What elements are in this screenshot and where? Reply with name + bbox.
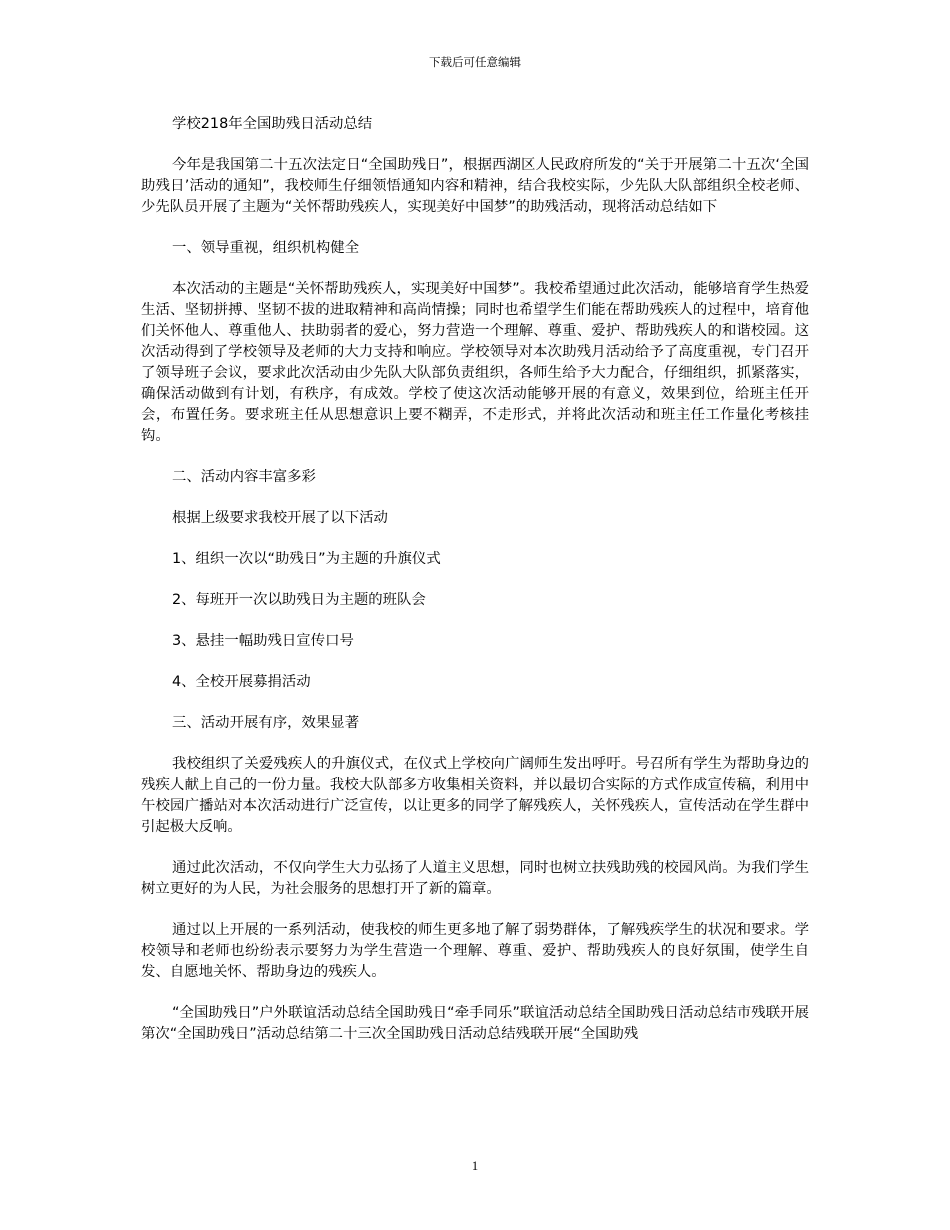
paragraph: 通过此次活动，不仅向学生大力弘扬了人道主义思想，同时也树立扶残助残的校园风尚。为我们学生树立更好的为人民，为社会服务的思想打开了新的篇章。 bbox=[141, 860, 809, 897]
paragraph: 通过以上开展的一系列活动，使我校的师生更多地了解了弱势群体，了解残疾学生的状况和要求。学校领导和老师也纷纷表示要努力为学生营造一个理解、尊重、爱护、帮助残疾人的良好氛围，使学生自发、自愿地关怀、帮助身边的残疾人。 bbox=[141, 922, 809, 980]
page-header-note: 下载后可任意编辑 bbox=[429, 55, 521, 69]
list-item: 2、每班开一次以助残日为主题的班队会 bbox=[172, 592, 426, 608]
list-item: 3、悬挂一幅助残日宣传口号 bbox=[172, 633, 354, 649]
section-heading: 一、领导重视，组织机构健全 bbox=[172, 240, 360, 256]
document-title: 学校218年全国助残日活动总结 bbox=[172, 116, 373, 132]
section-heading: 三、活动开展有序，效果显著 bbox=[172, 715, 360, 731]
page-number: 1 bbox=[471, 1159, 479, 1173]
list-item: 1、组织一次以“助残日”为主题的升旗仪式 bbox=[172, 551, 441, 567]
section-heading: 二、活动内容丰富多彩 bbox=[172, 469, 316, 485]
related-titles-paragraph: “全国助残日”户外联谊活动总结全国助残日“牵手同乐”联谊活动总结全国助残日活动总结市残联开展第次“全国助残日”活动总结第二十三次全国助残日活动总结残联开展“全国助残 bbox=[141, 1005, 809, 1042]
paragraph: 根据上级要求我校开展了以下活动 bbox=[172, 510, 388, 526]
paragraph: 我校组织了关爱残疾人的升旗仪式，在仪式上学校向广阔师生发出呼吁。号召所有学生为帮助身边的残疾人献上自己的一份力量。我校大队部多方收集相关资料，并以最切合实际的方式作成宣传稿，利用中午校园广播站对本次活动进行广泛宣传，以让更多的同学了解残疾人，关怀残疾人，宣传活动在学生群中引起极大反响。 bbox=[141, 756, 809, 835]
list-item: 4、全校开展募捐活动 bbox=[172, 674, 311, 690]
document-body bbox=[141, 114, 809, 1065]
paragraph: 本次活动的主题是“关怀帮助残疾人，实现美好中国梦”。我校希望通过此次活动，能够培育学生热爱生活、坚韧拼搏、坚韧不拔的进取精神和高尚情操；同时也希望学生们能在帮助残疾人的过程中，培育他们关怀他人、尊重他人、扶助弱者的爱心，努力营造一个理解、尊重、爱护、帮助残疾人的和谐校园。这次活动得到了学校领导及老师的大力支持和响应。学校领导对本次助残月活动给予了高度重视，专门召开了领导班子会议，要求此次活动由少先队大队部负责组织，各师生给予大力配合，仔细组织，抓紧落实，确保活动做到有计划，有秩序，有成效。学校了使这次活动能够开展的有意义，效果到位，给班主任开会，布置任务。要求班主任从思想意识上要不糊弄，不走形式，并将此次活动和班主任工作量化考核挂钩。 bbox=[141, 281, 809, 444]
paragraph: 今年是我国第二十五次法定日“全国助残日”，根据西湖区人民政府所发的“关于开展第二十五次‘全国助残日’活动的通知”，我校师生仔细领悟通知内容和精神，结合我校实际，少先队大队部组织全校老师、少先队员开展了主题为“关怀帮助残疾人，实现美好中国梦”的助残活动，现将活动总结如下 bbox=[141, 157, 809, 215]
